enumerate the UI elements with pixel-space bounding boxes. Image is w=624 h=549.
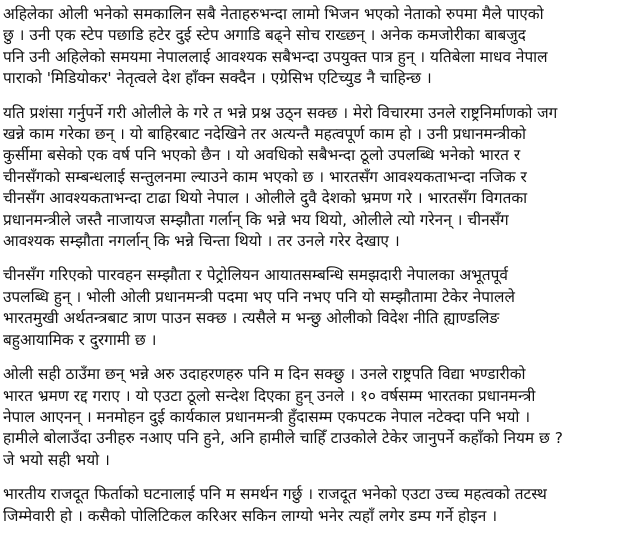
paragraph-line: भारत भ्रमण रद्द गराए । यो एउटा ठूलो सन्देश दिएका हुन् उनले । १० वर्षसम्म भारतका प्रधानमन्त्री <box>3 386 536 405</box>
paragraph-line: पनि उनी अहिलेको समयमा नेपाललाई आवश्यक सबैभन्दा उपयुक्त पात्र हुन् । यतिबेला माधव नेपाल <box>3 47 548 66</box>
paragraph-line: बहुआयामिक र दुरगामी छ । <box>3 330 157 349</box>
paragraph-line: उपलब्धि हुन् । भोली ओली प्रधानमन्त्री पदमा भए पनि नभए पनि यो सम्झौतामा टेकेर नेपालले <box>3 287 515 306</box>
article-paragraph <box>3 364 621 471</box>
article-paragraph <box>3 265 621 351</box>
paragraph-line: ओली सही ठाउँमा छन् भन्ने अरु उदाहरणहरु पनि म दिन सक्छु । उनले राष्ट्रपति विद्या भण्डारीको <box>3 365 526 384</box>
article-paragraph <box>3 103 621 253</box>
paragraph-line: चीनसँग गरिएको पारवहन सम्झौता र पेट्रोलियन आयातसम्बन्धि समझदारी नेपालका अभूतपूर्व <box>3 266 508 285</box>
article-paragraph <box>3 484 621 527</box>
paragraph-line: अहिलेका ओली भनेको समकालिन सबै नेताहरुभन्दा लामो भिजन भएको नेताको रुपमा मैले पाएको <box>3 5 544 23</box>
paragraph-line: यति प्रशंसा गर्नुपर्ने गरी ओलीले के गरे त भन्ने प्रश्न उठ्न सक्छ । मेरो विचारमा उनले राष्ट्रनिर्माणको जग <box>3 103 558 122</box>
article-paragraph <box>3 4 621 90</box>
paragraph-line: जे भयो सही भयो । <box>3 450 110 469</box>
paragraph-line: प्रधानमन्त्रीले जस्तै नाजायज सम्झौता गर्लान् कि भन्ने भय थियो, ओलीले त्यो गरेनन् । चीनसँग <box>3 210 509 229</box>
paragraph-line: जिम्मेवारी हो । कसैको पोलिटिकल करिअर सकिन लाग्यो भनेर त्यहाँ लगेर डम्प गर्ने होइन । <box>3 506 498 525</box>
paragraph-line: भारतीय राजदूत फिर्ताको घटनालाई पनि म समर्थन गर्छु । राजदूत भनेको एउटा उच्च महत्वको तटस्थ <box>3 485 547 504</box>
paragraph-line: चीनसँगको सम्बन्धलाई सन्तुलनमा ल्याउने काम भएको छ । भारतसँग आवश्यकताभन्दा नजिक र <box>3 167 527 186</box>
paragraph-line: खन्ने काम गरेका छन् । यो बाहिरबाट नदेखिने तर अत्यन्तै महत्वपूर्ण काम हो । उनी प्रधानमन्त्रीको <box>3 125 527 144</box>
paragraph-line: आवश्यक सम्झौता नगर्लान् कि भन्ने चिन्ता थियो । तर उनले गरेर देखाए । <box>3 232 400 251</box>
paragraph-line: हामीले बोलाउँदा उनीहरु नआए पनि हुने, अनि हामीले चाहिँ टाउकोले टेकेर जानुपर्ने कहाँको नियम छ ? <box>3 429 563 448</box>
paragraph-line: भारतमुखी अर्थतन्त्रबाट त्राण पाउन सक्छ । त्यसैले म भन्छु ओलीको विदेश नीति ह्याण्डलिङ <box>3 309 500 328</box>
paragraph-line: छु । उनी एक स्टेप पछाडि हटेर दुई स्टेप अगाडि बढ्ने सोच राख्छन् । अनेक कमजोरीका बाबजुद <box>3 26 526 45</box>
paragraph-line: नेपाल आएनन् । मनमोहन दुई कार्यकाल प्रधानमन्त्री हुँदासम्म एकपटक नेपाल नटेक्दा पनि भयो । <box>3 407 531 426</box>
paragraph-line: पाराको 'मिडियोकर' नेतृत्वले देश हाँक्न सक्दैन । एग्रेसिभ एटिच्युड नै चाहिन्छ । <box>3 69 432 88</box>
paragraph-line: कुर्सीमा बसेको एक वर्ष पनि भएको छैन । यो अवधिको सबैभन्दा ठूलो उपलब्धि भनेको भारत र <box>3 146 521 165</box>
paragraph-line: चीनसँग आवश्यकताभन्दा टाढा थियो नेपाल । ओलीले दुवै देशको भ्रमण गरे । भारतसँग विगतका <box>3 189 528 208</box>
article-body <box>3 4 621 540</box>
